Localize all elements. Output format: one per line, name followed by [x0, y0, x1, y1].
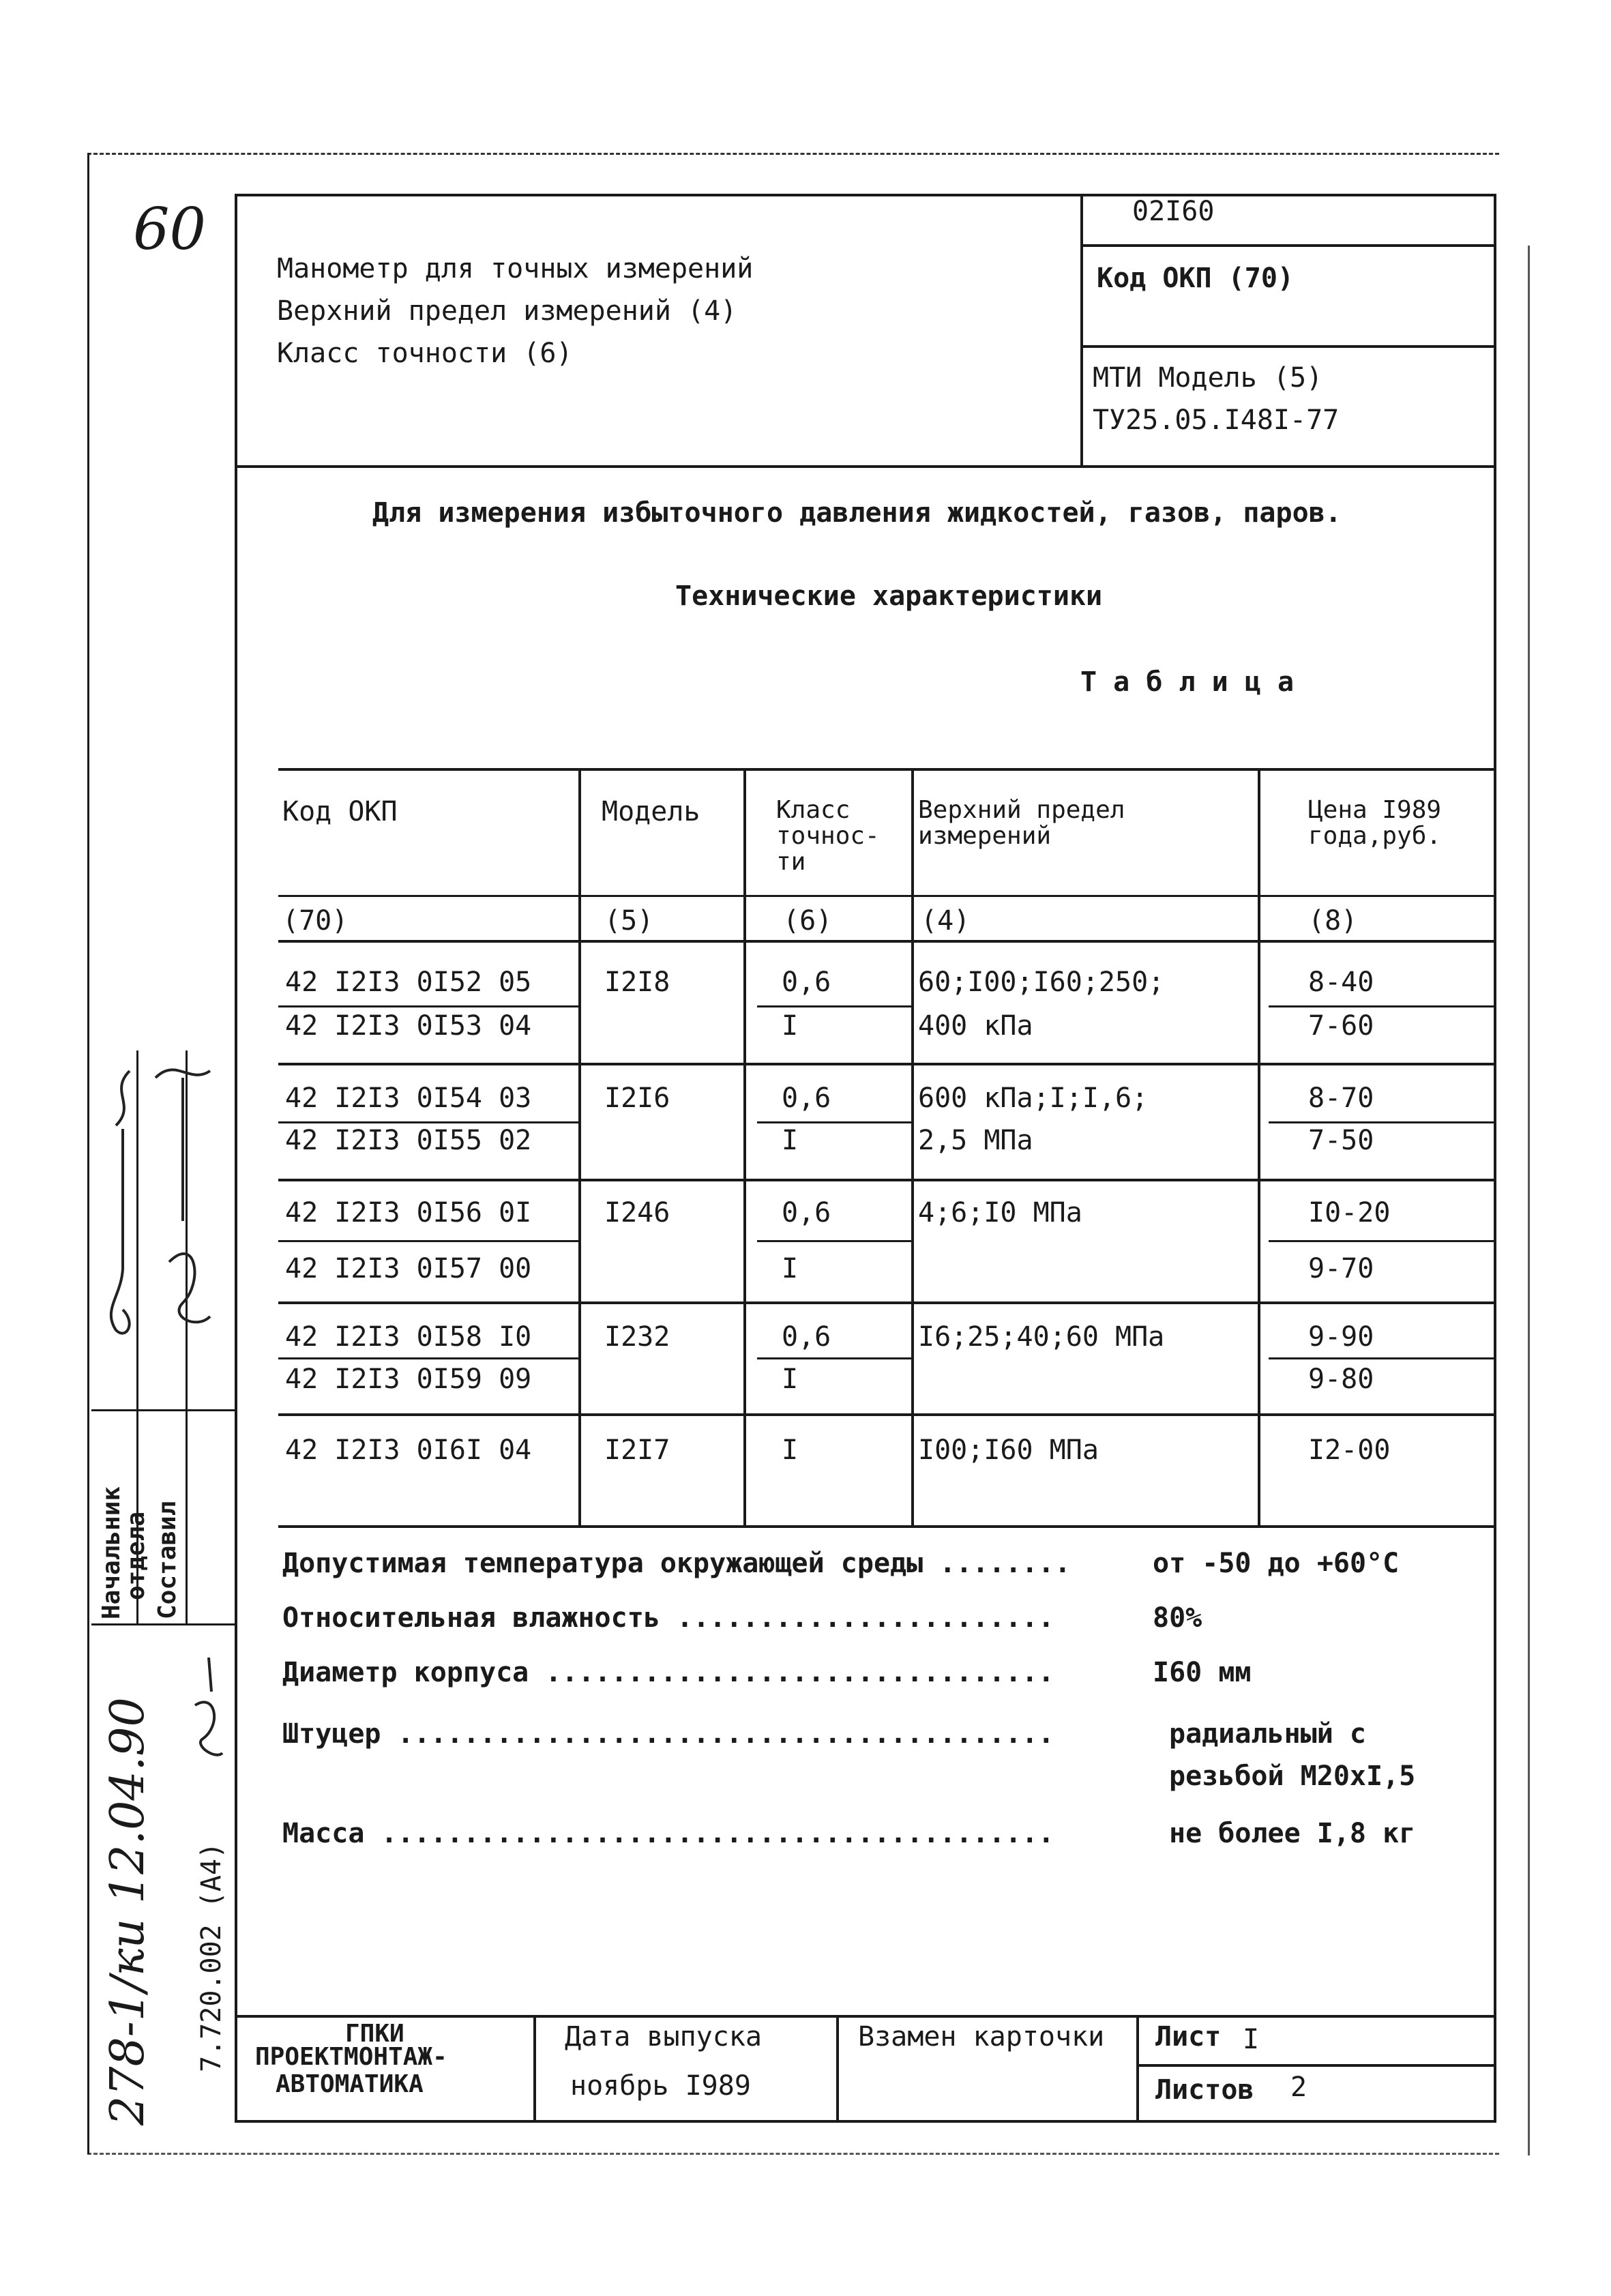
- group-2-bottom: [278, 1179, 1496, 1181]
- side-strip-top: [91, 1409, 235, 1411]
- header-okp: Код ОКП: [282, 796, 398, 827]
- group-1-bottom: [278, 1063, 1496, 1065]
- class-value: I: [782, 1125, 799, 1156]
- subrow-sep-class-4: [757, 1357, 911, 1359]
- table-header-bottom: [278, 940, 1496, 943]
- org-line-3: АВТОМАТИКА: [276, 2070, 424, 2098]
- subrow-sep-okp-4: [278, 1357, 578, 1359]
- header-class-line-1: Класс: [776, 796, 851, 824]
- footer-top-border: [235, 2015, 1496, 2018]
- sheets-value: 2: [1290, 2072, 1307, 2103]
- code-okp: (70): [282, 905, 349, 937]
- code-model: (5): [604, 905, 654, 937]
- subrow-sep-okp-2: [278, 1121, 578, 1123]
- outer-frame-top: [87, 153, 1499, 155]
- price-value: I2-00: [1308, 1434, 1391, 1466]
- subrow-sep-okp-3: [278, 1240, 578, 1242]
- handwritten-registration-note: 278-1/ки 12.04.90: [101, 1697, 155, 2125]
- okp-code: 42 I2I3 0I56 0I: [285, 1197, 532, 1228]
- col-divider-2: [743, 768, 746, 1525]
- price-value: 9-70: [1308, 1253, 1374, 1284]
- header-model: Модель: [602, 796, 700, 827]
- col-divider-3: [911, 768, 914, 1525]
- org-line-1: ГПКИ: [345, 2020, 404, 2048]
- outer-frame-left: [87, 153, 89, 2154]
- table-title: Т а б л и ц а: [1080, 666, 1295, 698]
- outer-frame-bottom: [87, 2153, 1499, 2155]
- spec-mass-value: не более I,8 кг: [1169, 1818, 1416, 1849]
- col-divider-1: [578, 768, 581, 1525]
- header-title-line-2: Верхний предел измерений (4): [277, 295, 737, 327]
- signature-head: [95, 1064, 143, 1351]
- code-class: (6): [783, 905, 833, 937]
- limit-value: 600 кПа;I;I,6;: [918, 1083, 1149, 1114]
- subrow-sep-class-3: [757, 1240, 911, 1242]
- class-value: I: [782, 1010, 799, 1042]
- price-value: 7-60: [1308, 1010, 1374, 1042]
- model-value: I2I6: [604, 1083, 670, 1114]
- header-class-line-2: точнос-: [776, 822, 880, 850]
- spec-humidity-value: 80%: [1153, 1602, 1202, 1634]
- head-of-department-label-1: Начальник: [98, 1486, 125, 1619]
- subrow-sep-price-3: [1269, 1240, 1496, 1242]
- compiled-by-label: Составил: [153, 1501, 181, 1619]
- price-value: 8-70: [1308, 1083, 1374, 1114]
- product-code: 02I60: [1132, 196, 1215, 227]
- table-codes-border: [278, 895, 1496, 897]
- okp-code: 42 I2I3 0I57 00: [285, 1253, 532, 1284]
- spec-diameter-label: Диаметр корпуса ...............................: [282, 1657, 1054, 1688]
- side-strip-bottom: [91, 1623, 235, 1625]
- spec-fitting-label: Штуцер ........................................: [282, 1718, 1054, 1750]
- price-value: 9-80: [1308, 1364, 1374, 1395]
- okp-code: 42 I2I3 0I53 04: [285, 1010, 532, 1042]
- purpose-text: Для измерения избыточного давления жидкостей, газов, паров.: [372, 497, 1342, 529]
- footer-divider-2: [836, 2015, 839, 2123]
- spec-mass-label: Масса .........................................: [282, 1818, 1054, 1849]
- org-line-2: ПРОЕКТМОНТАЖ-: [255, 2043, 447, 2071]
- head-of-department-label-2: отдела: [122, 1511, 150, 1600]
- class-value: 0,6: [782, 967, 831, 998]
- price-value: 7-50: [1308, 1125, 1374, 1156]
- group-3-bottom: [278, 1301, 1496, 1304]
- spec-diameter-value: I60 мм: [1153, 1657, 1252, 1688]
- model-line-2: ТУ25.05.I48I-77: [1093, 404, 1340, 436]
- model-value: I232: [604, 1321, 670, 1353]
- subrow-sep-okp-1: [278, 1005, 578, 1007]
- signature-compiler: [142, 1057, 224, 1357]
- header-price-line-1: Цена I989: [1308, 796, 1442, 824]
- model-value: I246: [604, 1197, 670, 1228]
- footer-sheet-divider: [1136, 2064, 1496, 2067]
- replaces-card-label: Взамен карточки: [858, 2021, 1105, 2052]
- okp-code: 42 I2I3 0I55 02: [285, 1125, 532, 1156]
- document-code: 7.720.002 (А4): [196, 1842, 227, 2072]
- subrow-sep-price-1: [1269, 1005, 1496, 1007]
- sheets-label: Листов: [1155, 2074, 1254, 2106]
- limit-value: 2,5 МПа: [918, 1125, 1033, 1156]
- signature-approval: [188, 1651, 229, 1767]
- model-value: I2I8: [604, 967, 670, 998]
- section-title: Технические характеристики: [675, 580, 1103, 612]
- issue-date-value: ноябрь I989: [570, 2070, 751, 2102]
- group-4-bottom: [278, 1413, 1496, 1416]
- class-value: I: [782, 1253, 799, 1284]
- limit-value: 60;I00;I60;250;: [918, 967, 1165, 998]
- price-value: 9-90: [1308, 1321, 1374, 1353]
- header-limit-line-2: измерений: [918, 822, 1052, 850]
- code-divider: [1080, 244, 1496, 247]
- header-class-line-3: ти: [776, 848, 806, 876]
- header-divider: [235, 465, 1496, 468]
- col-divider-4: [1258, 768, 1260, 1525]
- subrow-sep-price-4: [1269, 1357, 1496, 1359]
- subrow-sep-class-2: [757, 1121, 911, 1123]
- okp-label: Код ОКП (70): [1097, 263, 1294, 294]
- outer-frame-right: [1528, 246, 1530, 2155]
- code-limit: (4): [921, 905, 971, 937]
- spec-fitting-value: радиальный с: [1169, 1718, 1366, 1750]
- spec-temperature-label: Допустимая температура окружающей среды ........: [282, 1548, 1071, 1579]
- sheet-value: I: [1243, 2024, 1260, 2055]
- table-bottom-border: [278, 1525, 1496, 1528]
- issue-date-label: Дата выпуска: [565, 2021, 762, 2052]
- okp-code: 42 I2I3 0I52 05: [285, 967, 532, 998]
- spec-humidity-label: Относительная влажность .......................: [282, 1602, 1054, 1634]
- header-title-line-1: Манометр для точных измерений: [277, 253, 754, 284]
- limit-value: I6;25;40;60 МПа: [918, 1321, 1165, 1353]
- limit-value: 400 кПа: [918, 1010, 1033, 1042]
- subrow-sep-price-2: [1269, 1121, 1496, 1123]
- okp-code: 42 I2I3 0I58 I0: [285, 1321, 532, 1353]
- price-value: I0-20: [1308, 1197, 1391, 1228]
- okp-divider: [1080, 345, 1496, 348]
- class-value: I: [782, 1364, 799, 1395]
- code-price: (8): [1308, 905, 1358, 937]
- limit-value: 4;6;I0 МПа: [918, 1197, 1082, 1228]
- footer-divider-1: [533, 2015, 536, 2123]
- header-price-line-2: года,руб.: [1308, 822, 1442, 850]
- okp-code: 42 I2I3 0I59 09: [285, 1364, 532, 1395]
- page-number: 60: [133, 196, 206, 263]
- header-title-line-3: Класс точности (6): [277, 338, 573, 369]
- class-value: 0,6: [782, 1083, 831, 1114]
- class-value: I: [782, 1434, 799, 1466]
- okp-code: 42 I2I3 0I54 03: [285, 1083, 532, 1114]
- spec-temperature-value: от -50 до +60°С: [1153, 1548, 1400, 1579]
- header-vertical-divider: [1080, 194, 1083, 465]
- header-limit-line-1: Верхний предел: [918, 796, 1125, 824]
- okp-code: 42 I2I3 0I6I 04: [285, 1434, 532, 1466]
- limit-value: I00;I60 МПа: [918, 1434, 1099, 1466]
- class-value: 0,6: [782, 1321, 831, 1353]
- model-line-1: МТИ Модель (5): [1093, 362, 1323, 394]
- subrow-sep-class-1: [757, 1005, 911, 1007]
- footer-divider-3: [1136, 2015, 1139, 2123]
- sheet-label: Лист: [1155, 2021, 1222, 2052]
- model-value: I2I7: [604, 1434, 670, 1466]
- table-top-border: [278, 768, 1496, 771]
- price-value: 8-40: [1308, 967, 1374, 998]
- spec-fitting-value-2: резьбой М20хI,5: [1169, 1761, 1416, 1792]
- class-value: 0,6: [782, 1197, 831, 1228]
